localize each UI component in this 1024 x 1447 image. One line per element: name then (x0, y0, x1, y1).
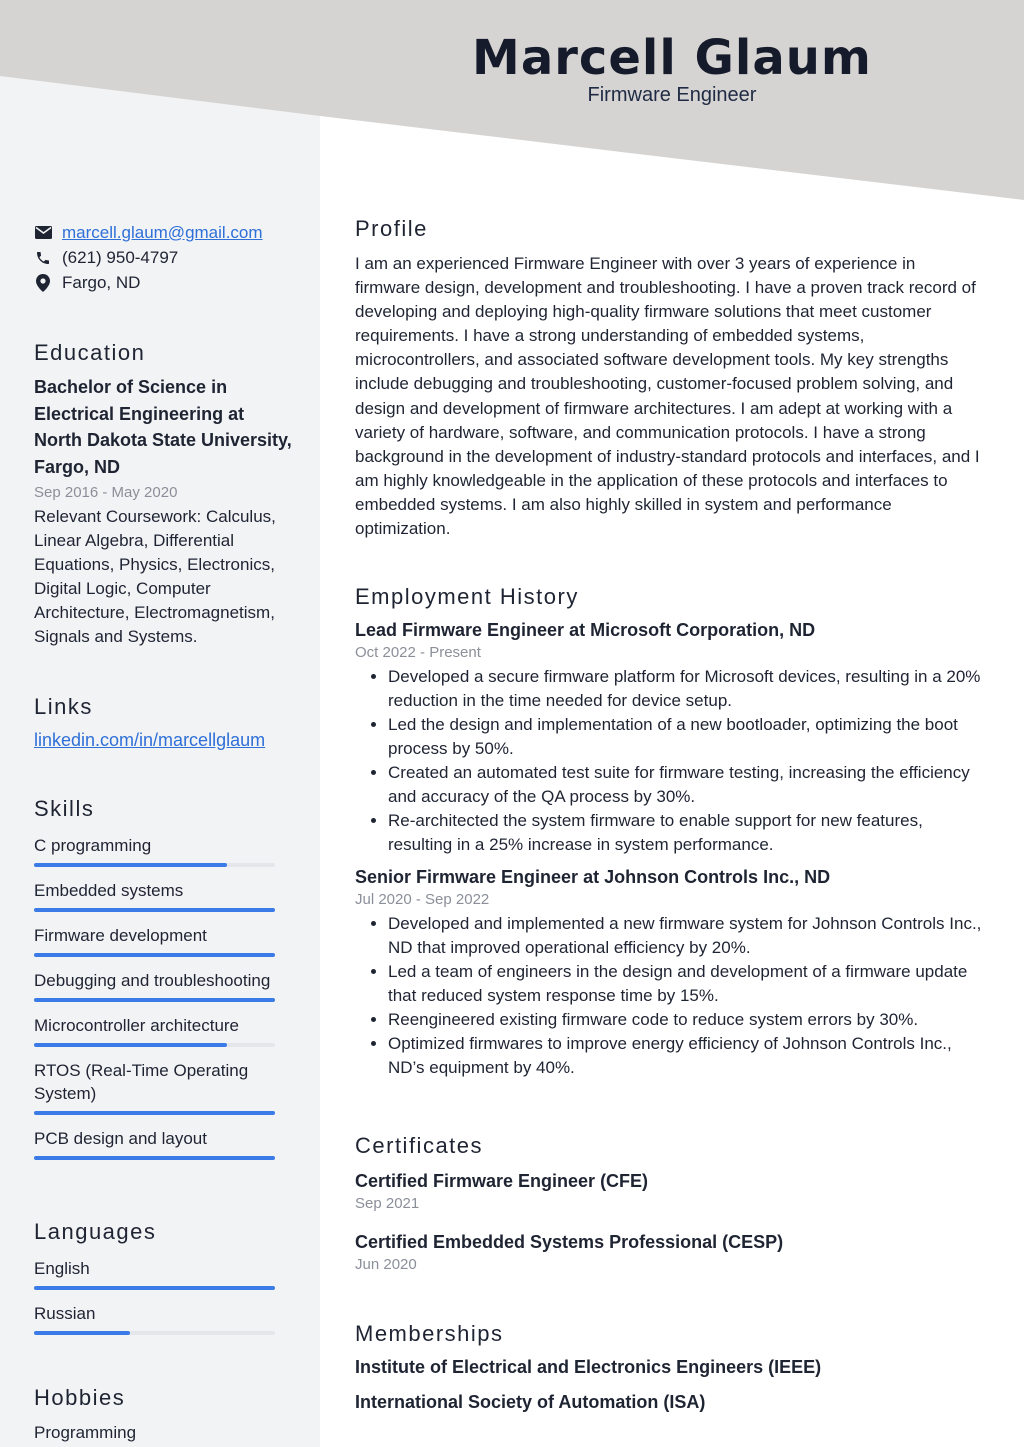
skill-level-fill (34, 1111, 275, 1115)
skill-level-fill (34, 1043, 227, 1047)
profile-heading: Profile (355, 216, 428, 241)
languages-section (34, 1219, 284, 1335)
skill-level-bar (34, 1156, 275, 1160)
skill (34, 834, 284, 867)
membership-item: International Society of Automation (ISA) (355, 1392, 706, 1412)
job-bullet: • Re-architected the system firmware to enable support for new features, resulting in a 25% increase in system performance. (388, 809, 985, 857)
contact-phone-row (34, 245, 314, 270)
job-bullet: • Led the design and implementation of a new bootloader, optimizing the boot process by 50%. (388, 713, 985, 761)
job-bullet: • Developed and implemented a new firmware system for Johnson Controls Inc., ND that improved operational efficiency by 20%. (388, 912, 985, 960)
contact-email-row (34, 220, 314, 245)
skill-level-bar (34, 953, 275, 957)
job-dates: Oct 2022 - Present (355, 644, 481, 661)
skill-name: Firmware development (34, 926, 207, 945)
skill (34, 924, 284, 957)
language-name: Russian (34, 1304, 96, 1323)
location-pin-icon (34, 274, 52, 292)
language (34, 1257, 284, 1290)
job-bullets (355, 912, 985, 1080)
membership-item: Institute of Electrical and Electronics Engineers (IEEE) (355, 1357, 822, 1377)
profile-text: I am an experienced Firmware Engineer with over 3 years of experience in firmware design, development and troubleshooting. I have a proven track record of developing and deploying high-quality firmware solutions that meet customer requirements. I have a strong understanding of embedded systems, microcontrollers, and associated software development tools. My key strengths include debugging and troubleshooting, customer-focused problem solving, and design and development of firmware architectures. I am adept at working with a variety of hardware, software, and communication protocols. I have a strong background in the development of industry-standard protocols and interfaces, and I am highly knowledgeable in the application of these protocols and interfaces to embedded systems. I am also highly skilled in system and performance optimization. (355, 254, 980, 539)
hobbies-heading: Hobbies (34, 1385, 126, 1410)
employment-heading: Employment History (355, 584, 579, 609)
skill (34, 1059, 284, 1115)
skill-level-bar (34, 1111, 275, 1115)
skill (34, 1014, 284, 1047)
language (34, 1302, 284, 1335)
email-link[interactable]: marcell.glaum@gmail.com (62, 222, 263, 242)
linkedin-link[interactable]: linkedin.com/in/marcellglaum (34, 730, 266, 750)
skill-level-fill (34, 908, 275, 912)
skill-level-bar (34, 998, 275, 1002)
languages-heading: Languages (34, 1219, 157, 1244)
hobby-item: Programming (34, 1423, 137, 1442)
certificate-title: Certified Embedded Systems Professional (CESP) (355, 1232, 784, 1252)
education-degree: Bachelor of Science in Electrical Engineering at North Dakota State University, Fargo, ND (34, 377, 292, 477)
certificate-date: Sep 2021 (355, 1195, 420, 1212)
job-title: Lead Firmware Engineer at Microsoft Corporation, ND (355, 620, 816, 640)
job-title: Senior Firmware Engineer at Johnson Controls Inc., ND (355, 867, 831, 887)
language-level-bar (34, 1331, 275, 1335)
skill-level-bar (34, 908, 275, 912)
employment-section (355, 584, 985, 1080)
skill-name: PCB design and layout (34, 1129, 207, 1148)
skill-level-bar (34, 863, 275, 867)
skill-name: Debugging and troubleshooting (34, 971, 271, 990)
skill-name: Microcontroller architecture (34, 1016, 240, 1035)
language-level-fill (34, 1331, 130, 1335)
skill-level-bar (34, 1043, 275, 1047)
skill-level-fill (34, 863, 227, 867)
skill-level-fill (34, 998, 275, 1002)
skill-name: RTOS (Real-Time Operating System) (34, 1061, 249, 1103)
memberships-heading: Memberships (355, 1321, 504, 1346)
contact-location-row (34, 270, 314, 295)
job-dates: Jul 2020 - Sep 2022 (355, 891, 490, 908)
skill (34, 1127, 284, 1160)
job-entry (355, 867, 985, 1080)
certificates-section (355, 1133, 985, 1273)
candidate-title: Firmware Engineer (587, 84, 757, 106)
language-level-bar (34, 1286, 275, 1290)
email-icon (34, 224, 52, 242)
job-bullet: • Created an automated test suite for firmware testing, increasing the efficiency and accuracy of the QA process by 30%. (388, 761, 985, 809)
education-dates: Sep 2016 - May 2020 (34, 484, 178, 501)
candidate-name: Marcell Glaum (472, 30, 872, 86)
skills-heading: Skills (34, 796, 95, 821)
skill-level-fill (34, 1156, 275, 1160)
languages-list (34, 1257, 284, 1335)
job-entry (355, 620, 985, 857)
language-level-fill (34, 1286, 275, 1290)
job-bullets (355, 665, 985, 857)
phone-number: (621) 950-4797 (62, 247, 179, 267)
skills-section (34, 796, 284, 1160)
profile-section (355, 216, 985, 541)
job-bullet: • Optimized firmwares to improve energy efficiency of Johnson Controls Inc., ND’s equipment by 40%. (388, 1032, 985, 1080)
certificate-title: Certified Firmware Engineer (CFE) (355, 1171, 649, 1191)
phone-icon (34, 249, 52, 267)
hobbies-section (34, 1385, 284, 1443)
education-section (34, 340, 294, 649)
skill-name: C programming (34, 836, 152, 855)
links-heading: Links (34, 694, 93, 719)
certificate-date: Jun 2020 (355, 1256, 417, 1273)
memberships-section (355, 1321, 985, 1413)
skill (34, 969, 284, 1002)
language-name: English (34, 1259, 90, 1278)
skills-list (34, 834, 284, 1160)
links-section (34, 694, 304, 751)
skill-level-fill (34, 953, 275, 957)
contact-info (34, 220, 314, 295)
education-coursework: Relevant Coursework: Calculus, Linear Algebra, Differential Equations, Physics, Electronics, Digital Logic, Computer Architecture, Electromagnetism, Signals and Systems. (34, 507, 276, 646)
education-heading: Education (34, 340, 146, 365)
certificates-heading: Certificates (355, 1133, 484, 1158)
skill (34, 879, 284, 912)
location-text: Fargo, ND (62, 272, 141, 292)
job-bullet: • Developed a secure firmware platform for Microsoft devices, resulting in a 20% reduction in the time needed for device setup. (388, 665, 985, 713)
job-bullet: • Led a team of engineers in the design and development of a firmware update that reduced system response time by 15%. (388, 960, 985, 1008)
job-bullet: • Reengineered existing firmware code to reduce system errors by 30%. (388, 1008, 985, 1032)
skill-name: Embedded systems (34, 881, 184, 900)
